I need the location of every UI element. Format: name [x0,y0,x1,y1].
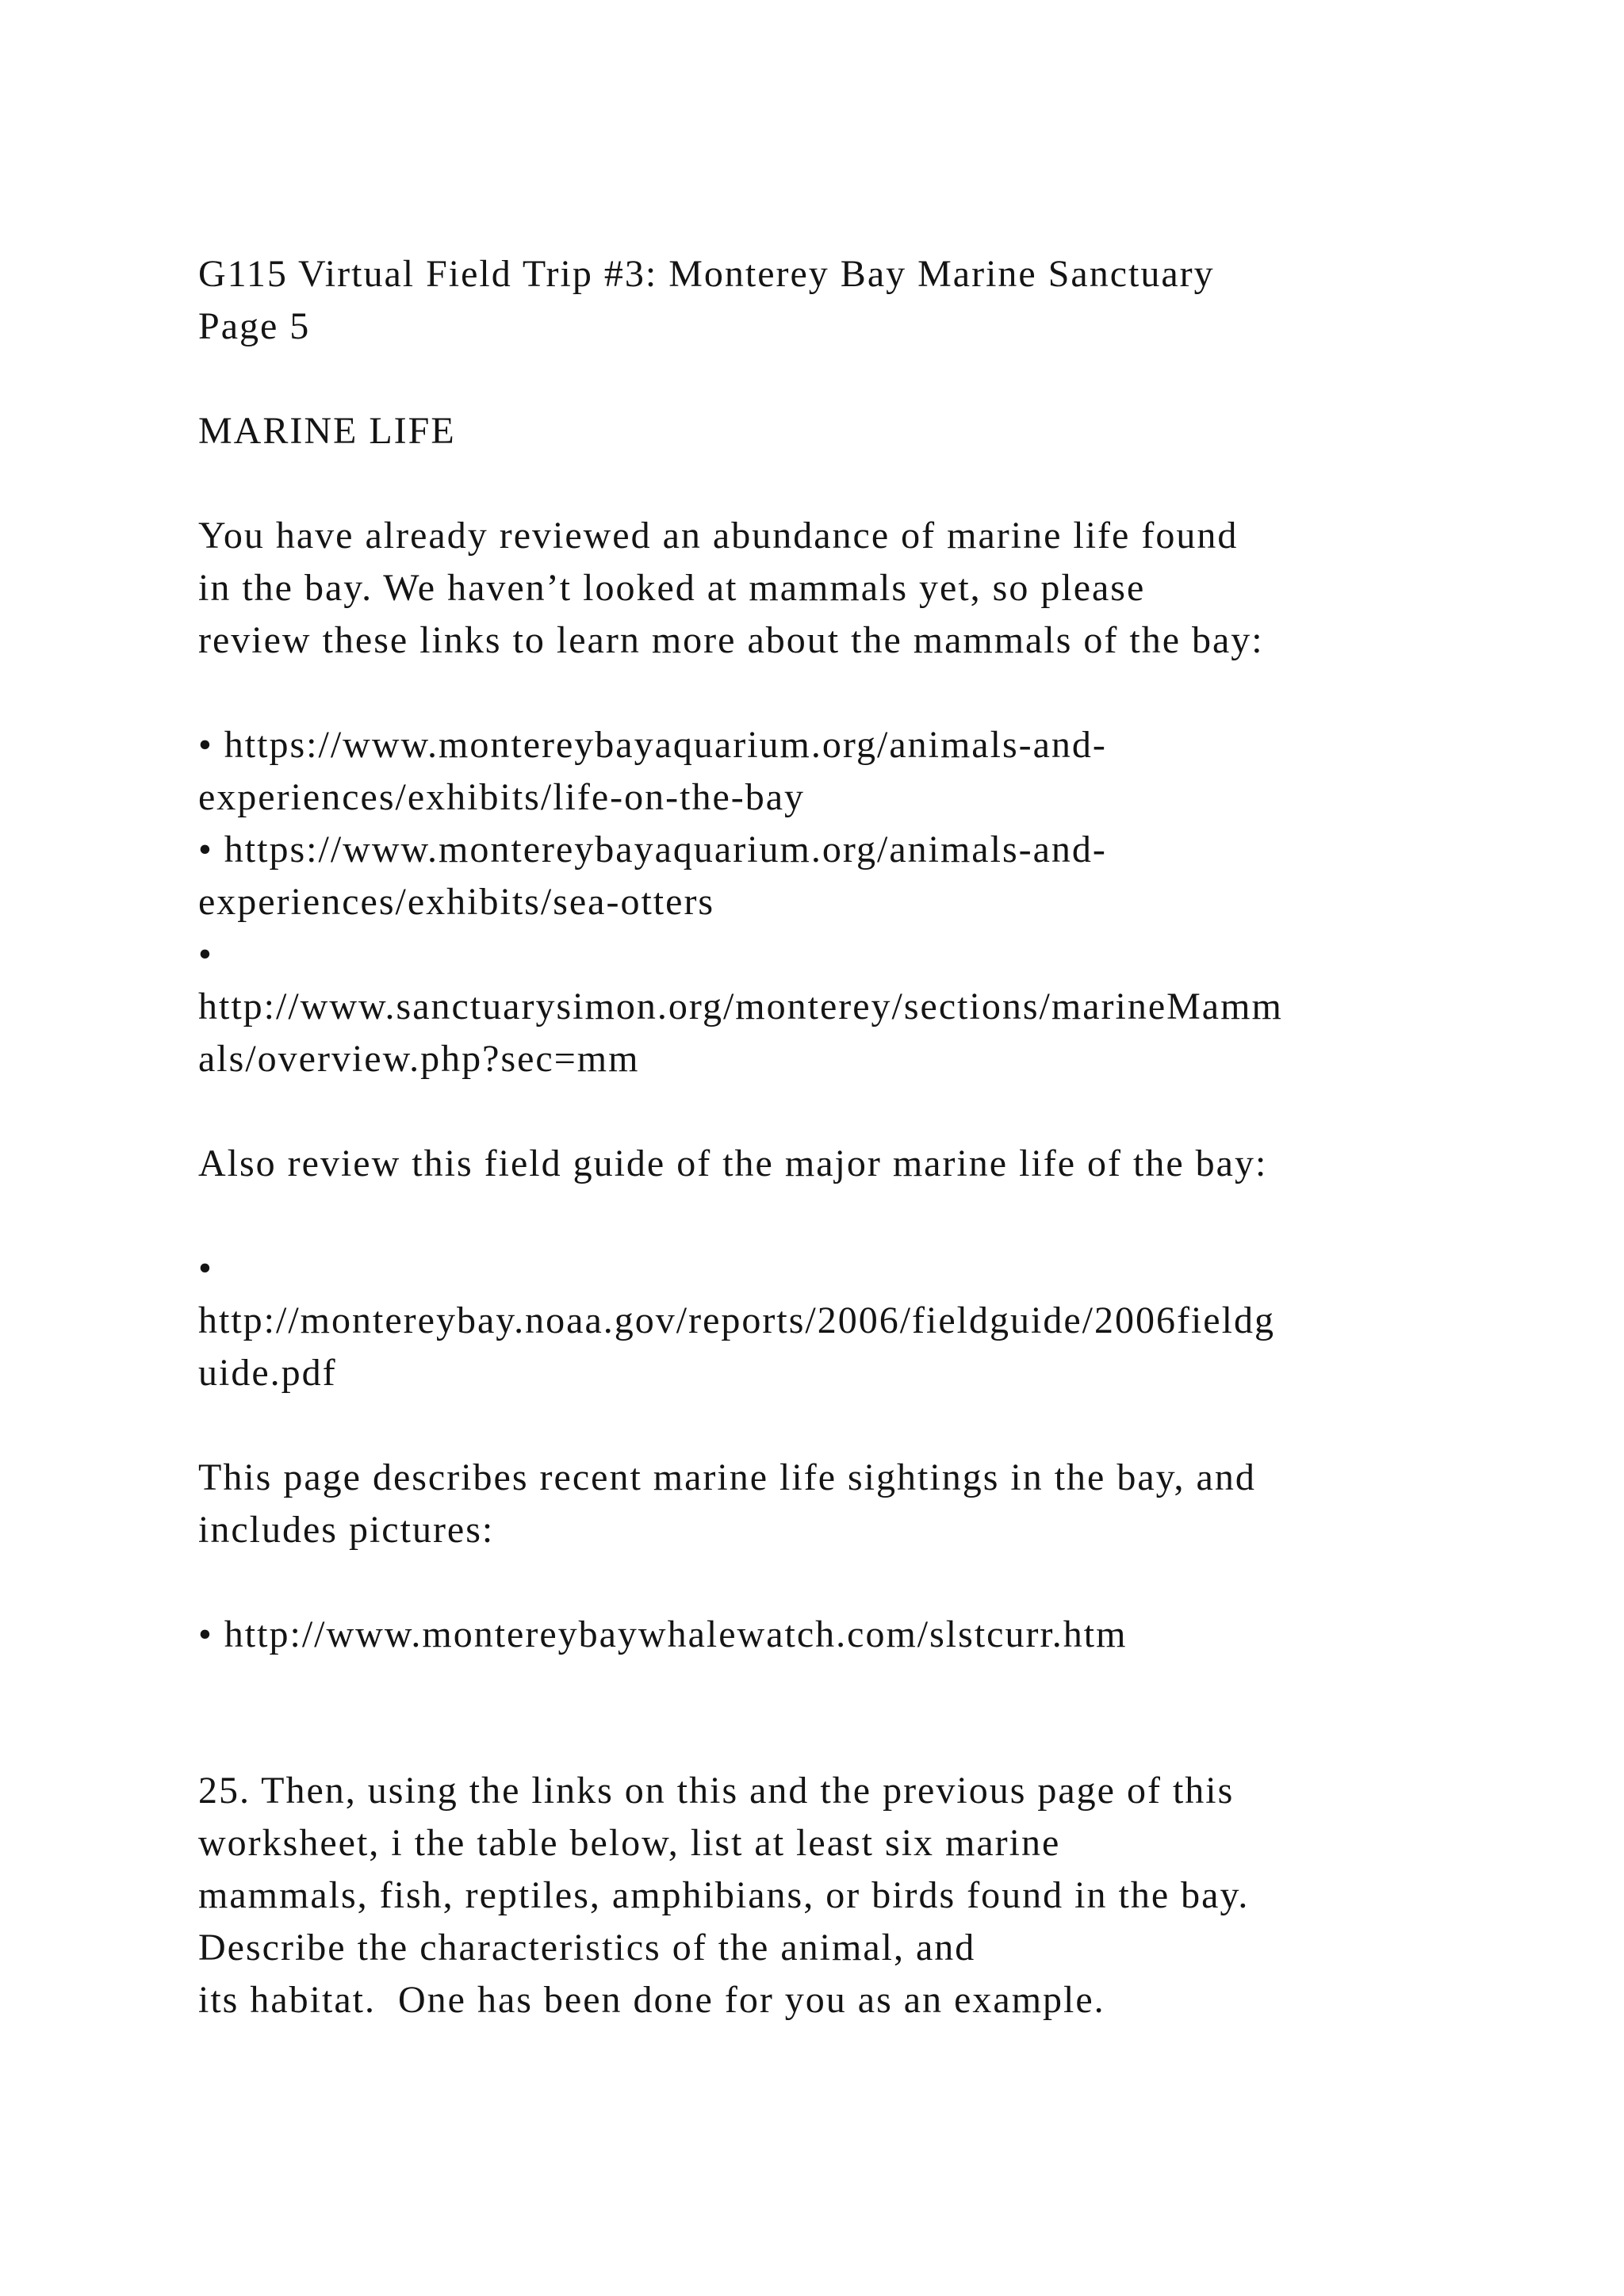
marine-mammals-link-continued[interactable]: als/overview.php?sec=mm [198,1038,640,1080]
question-text-line: mammals, fish, reptiles, amphibians, or birds found in the bay. [198,1874,1250,1916]
sightings-text-line: includes pictures: [198,1509,495,1551]
life-on-the-bay-link[interactable]: • https://www.montereybayaquarium.org/animals-and- [198,724,1107,766]
document-title: G115 Virtual Field Trip #3: Monterey Bay Marine Sanctuary [198,253,1215,295]
whale-watch-link[interactable]: • http://www.montereybaywhalewatch.com/slstcurr.htm [198,1613,1128,1655]
page-number: Page 5 [198,305,311,347]
sea-otters-link[interactable]: • https://www.montereybayaquarium.org/animals-and- [198,828,1107,871]
question-text-line: 25. Then, using the links on this and the previous page of this [198,1770,1235,1812]
life-on-the-bay-link-continued[interactable]: experiences/exhibits/life-on-the-bay [198,776,806,818]
intro-text-line: in the bay. We haven’t looked at mammals yet, so please [198,567,1146,609]
sightings-text-line: This page describes recent marine life sightings in the bay, and [198,1456,1256,1498]
field-guide-link[interactable]: http://montereybay.noaa.gov/reports/2006/fieldguide/2006fieldg [198,1299,1275,1341]
intro-text-line: You have already reviewed an abundance of marine life found [198,515,1239,557]
bullet: • [198,933,213,975]
sea-otters-link-continued[interactable]: experiences/exhibits/sea-otters [198,881,715,923]
question-text-line: Describe the characteristics of the animal, and [198,1927,976,1969]
field-guide-link-continued[interactable]: uide.pdf [198,1352,337,1394]
field-guide-intro: Also review this field guide of the major marine life of the bay: [198,1142,1268,1184]
bullet: • [198,1247,213,1289]
question-text-line: worksheet, i the table below, list at least six marine [198,1822,1061,1864]
section-heading: MARINE LIFE [198,410,456,452]
question-text-line: its habitat. One has been done for you as an example. [198,1979,1105,2021]
intro-text-line: review these links to learn more about the mammals of the bay: [198,619,1264,661]
marine-mammals-link[interactable]: http://www.sanctuarysimon.org/monterey/sections/marineMamm [198,985,1283,1027]
